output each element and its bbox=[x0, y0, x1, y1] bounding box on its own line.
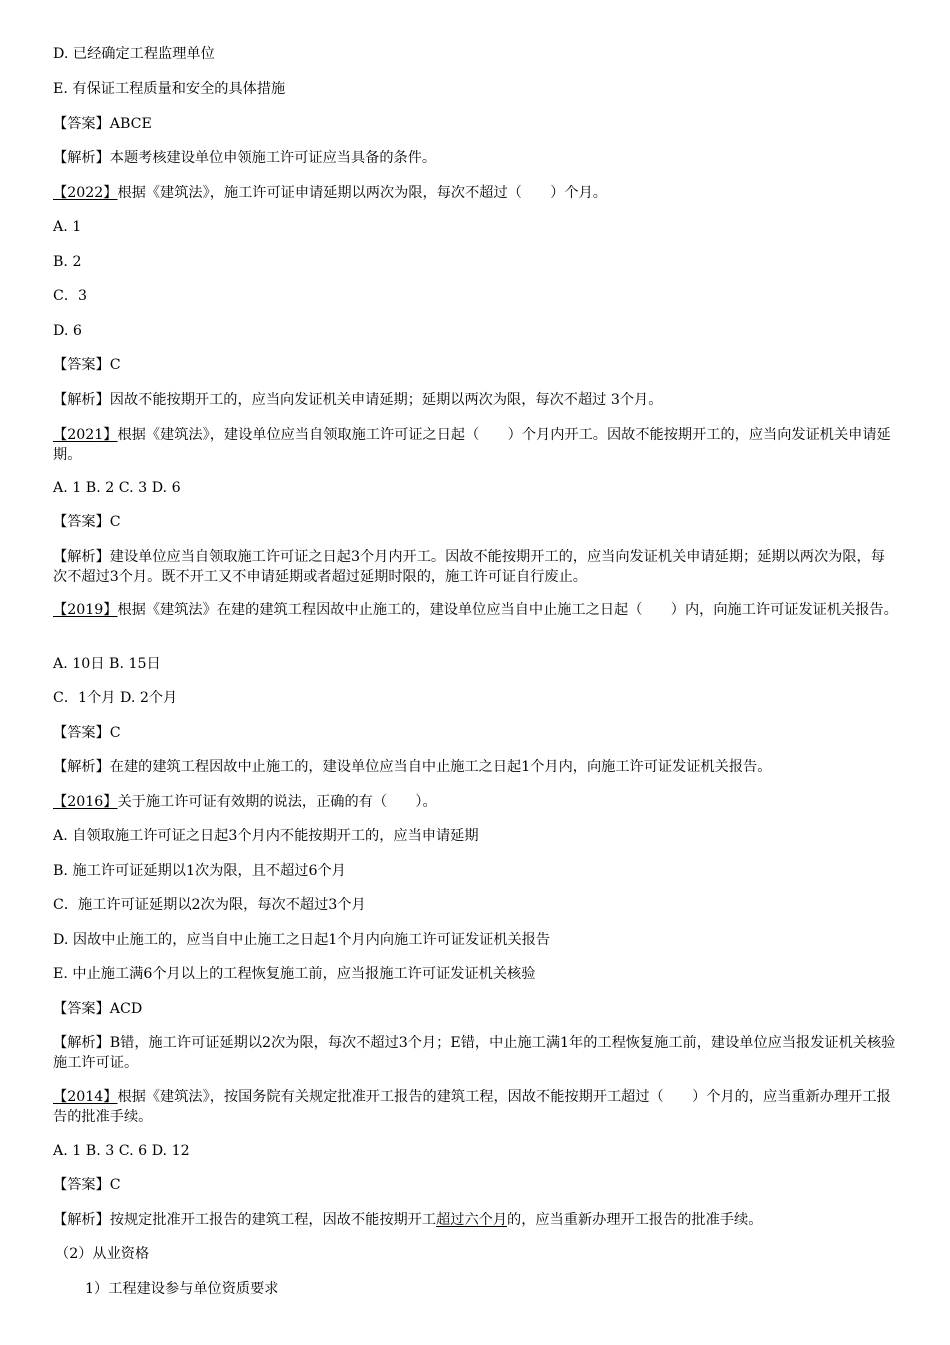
section-heading: （2）从业资格 bbox=[55, 1246, 150, 1262]
answer-line: 【答案】C bbox=[53, 357, 121, 373]
analysis-line bbox=[53, 1210, 898, 1230]
option-line: C．施工许可证延期以2次为限，每次不超过3个月 bbox=[53, 897, 366, 913]
option-line: A. 1 B. 2 C. 3 D. 6 bbox=[53, 480, 181, 496]
option-line: D. 6 bbox=[53, 323, 82, 339]
question-text: 关于施工许可证有效期的说法，正确的有（ ）。 bbox=[117, 794, 437, 810]
question-year: 【2016】 bbox=[53, 794, 118, 810]
option-line: A. 10日 B. 15日 bbox=[53, 656, 161, 672]
option-line: E. 有保证工程质量和安全的具体措施 bbox=[53, 81, 286, 97]
option-line: C．1个月 D. 2个月 bbox=[53, 690, 178, 706]
option-line: B. 施工许可证延期以1次为限，且不超过6个月 bbox=[53, 863, 346, 879]
question-line bbox=[53, 1087, 898, 1127]
question-text: 根据《建筑法》，施工许可证申请延期以两次为限，每次不超过（ ）个月。 bbox=[117, 185, 607, 201]
question-line bbox=[53, 792, 898, 812]
underlined-text: 超过六个月 bbox=[436, 1212, 508, 1228]
option-line: B. 2 bbox=[53, 254, 82, 270]
subsection-heading: 1）工程建设参与单位资质要求 bbox=[85, 1281, 279, 1297]
question-text: 根据《建筑法》，按国务院有关规定批准开工报告的建筑工程，因故不能按期开工超过（ ）个月的，应当重新办理开工报告的批准手续。 bbox=[53, 1089, 891, 1125]
option-line: D. 因故中止施工的，应当自中止施工之日起1个月内向施工许可证发证机关报告 bbox=[53, 932, 551, 948]
question-year: 【2014】 bbox=[53, 1089, 118, 1105]
analysis-line: 【解析】建设单位应当自领取施工许可证之日起3个月内开工。因故不能按期开工的，应当向发证机关申请延期；延期以两次为限，每次不超过3个月。既不开工又不申请延期或者超过延期时限的，施工许可证自行废止。 bbox=[53, 549, 885, 585]
analysis-line: 【解析】在建的建筑工程因故中止施工的，建设单位应当自中止施工之日起1个月内，向施工许可证发证机关报告。 bbox=[53, 759, 772, 775]
option-line: A. 自领取施工许可证之日起3个月内不能按期开工的，应当申请延期 bbox=[53, 828, 479, 844]
question-year: 【2019】 bbox=[53, 602, 118, 618]
option-line: A. 1 bbox=[53, 219, 82, 235]
question-text: 根据《建筑法》，建设单位应当自领取施工许可证之日起（ ）个月内开工。因故不能按期开工的，应当向发证机关申请延期。 bbox=[53, 427, 891, 463]
option-line: C．3 bbox=[53, 288, 88, 304]
question-line bbox=[53, 600, 898, 620]
question-year: 【2021】 bbox=[53, 427, 118, 443]
question-line bbox=[53, 425, 898, 465]
question-line bbox=[53, 183, 898, 203]
analysis-line: 【解析】B错，施工许可证延期以2次为限，每次不超过3个月；E错，中止施工满1年的工程恢复施工前，建设单位应当报发证机关核验施工许可证。 bbox=[53, 1035, 896, 1071]
answer-line: 【答案】C bbox=[53, 1177, 121, 1193]
answer-line: 【答案】C bbox=[53, 514, 121, 530]
answer-line: 【答案】C bbox=[53, 725, 121, 741]
analysis-text: 的，应当重新办理开工报告的批准手续。 bbox=[507, 1212, 763, 1228]
answer-line: 【答案】ACD bbox=[53, 1001, 143, 1017]
analysis-line: 【解析】本题考核建设单位申领施工许可证应当具备的条件。 bbox=[53, 150, 437, 166]
analysis-text: 【解析】按规定批准开工报告的建筑工程，因故不能按期开工 bbox=[53, 1212, 437, 1228]
answer-line: 【答案】ABCE bbox=[53, 116, 152, 132]
question-year: 【2022】 bbox=[53, 185, 118, 201]
option-line: A. 1 B. 3 C. 6 D. 12 bbox=[53, 1143, 190, 1159]
option-line: E. 中止施工满6个月以上的工程恢复施工前，应当报施工许可证发证机关核验 bbox=[53, 966, 536, 982]
question-text: 根据《建筑法》在建的建筑工程因故中止施工的，建设单位应当自中止施工之日起（ ）内，向施工许可证发证机关报告。 bbox=[117, 602, 898, 618]
analysis-line: 【解析】因故不能按期开工的，应当向发证机关申请延期；延期以两次为限，每次不超过 3个月。 bbox=[53, 392, 663, 408]
option-line: D. 已经确定工程监理单位 bbox=[53, 46, 215, 62]
